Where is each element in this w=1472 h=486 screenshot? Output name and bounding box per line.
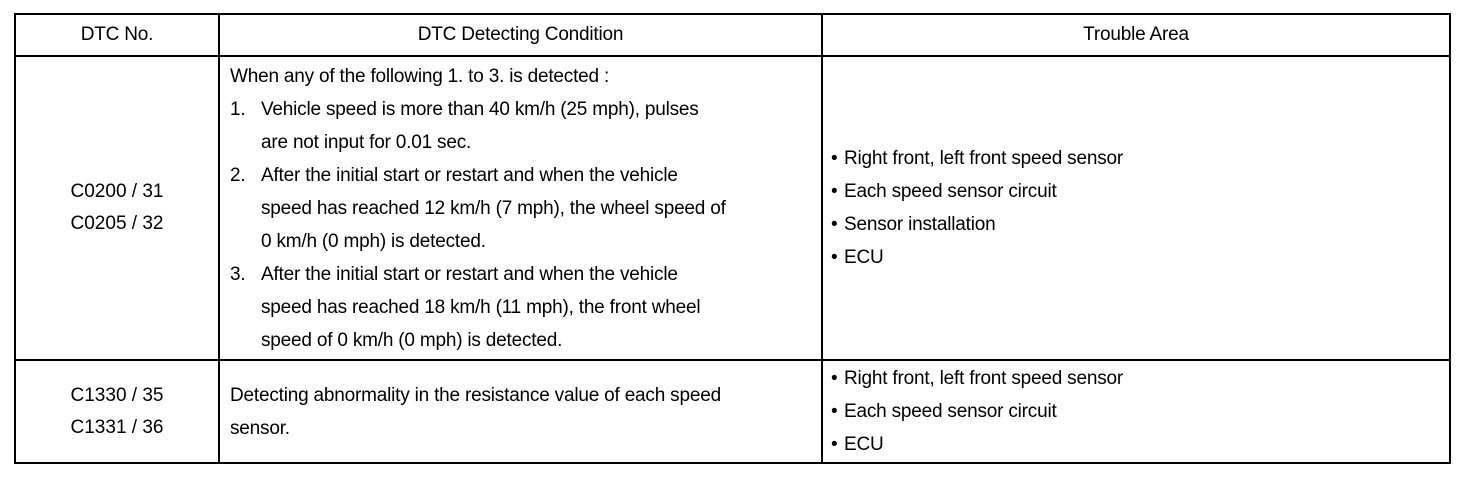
condition-cell	[219, 360, 822, 463]
trouble-item	[831, 142, 1449, 175]
condition-line: sensor.	[230, 417, 290, 439]
condition-line: speed has reached 18 km/h (11 mph), the front wheel	[261, 296, 701, 318]
header-detecting-condition: DTC Detecting Condition	[219, 14, 822, 56]
condition-line: Vehicle speed is more than 40 km/h (25 mph), pulses	[261, 98, 699, 120]
bullet-icon: •	[831, 148, 838, 169]
trouble-item	[831, 428, 1449, 461]
condition-item	[230, 93, 811, 159]
condition-line: Detecting abnormality in the resistance value of each speed	[230, 384, 721, 406]
condition-intro: When any of the following 1. to 3. is detected :	[230, 65, 610, 87]
trouble-list	[831, 142, 1449, 274]
dtc-cell	[15, 56, 219, 360]
bullet-icon: •	[831, 214, 838, 235]
header-row	[15, 14, 1450, 56]
condition-item	[230, 258, 811, 357]
condition-cell	[219, 56, 822, 360]
condition-line: speed of 0 km/h (0 mph) is detected.	[261, 329, 563, 351]
trouble-text: ECU	[844, 247, 884, 268]
condition-line: are not input for 0.01 sec.	[261, 131, 472, 153]
trouble-list	[831, 362, 1449, 461]
trouble-text: Sensor installation	[844, 214, 996, 235]
condition-line: 0 km/h (0 mph) is detected.	[261, 230, 486, 252]
header-trouble-area: Trouble Area	[822, 14, 1450, 56]
dtc-code: C0200 / 31	[70, 181, 164, 202]
trouble-text: Right front, left front speed sensor	[844, 368, 1124, 389]
trouble-cell	[822, 56, 1450, 360]
trouble-text: Each speed sensor circuit	[844, 401, 1057, 422]
dtc-code: C1330 / 35	[70, 384, 164, 406]
trouble-item	[831, 175, 1449, 208]
condition-number: 3.	[230, 263, 246, 285]
table-row	[15, 360, 1450, 463]
condition-line: After the initial start or restart and when the vehicle	[261, 263, 678, 285]
table-row	[15, 56, 1450, 360]
trouble-text: Each speed sensor circuit	[844, 181, 1057, 202]
dtc-cell	[15, 360, 219, 463]
header-dtc-no: DTC No.	[15, 14, 219, 56]
condition-line: speed has reached 12 km/h (7 mph), the wheel speed of	[261, 197, 726, 219]
bullet-icon: •	[831, 434, 838, 455]
trouble-cell	[822, 360, 1450, 463]
bullet-icon: •	[831, 181, 838, 202]
bullet-icon: •	[831, 247, 838, 268]
condition-number: 2.	[230, 164, 246, 186]
trouble-text: Right front, left front speed sensor	[844, 148, 1124, 169]
bullet-icon: •	[831, 368, 838, 389]
condition-number: 1.	[230, 98, 246, 120]
condition-item	[230, 159, 811, 258]
trouble-text: ECU	[844, 434, 884, 455]
trouble-item	[831, 395, 1449, 428]
dtc-code: C0205 / 32	[70, 213, 164, 234]
trouble-item	[831, 362, 1449, 395]
bullet-icon: •	[831, 401, 838, 422]
trouble-item	[831, 241, 1449, 274]
dtc-table	[14, 13, 1451, 464]
trouble-item	[831, 208, 1449, 241]
condition-line: After the initial start or restart and when the vehicle	[261, 164, 678, 186]
condition-list	[230, 93, 811, 357]
dtc-code: C1331 / 36	[70, 416, 164, 438]
